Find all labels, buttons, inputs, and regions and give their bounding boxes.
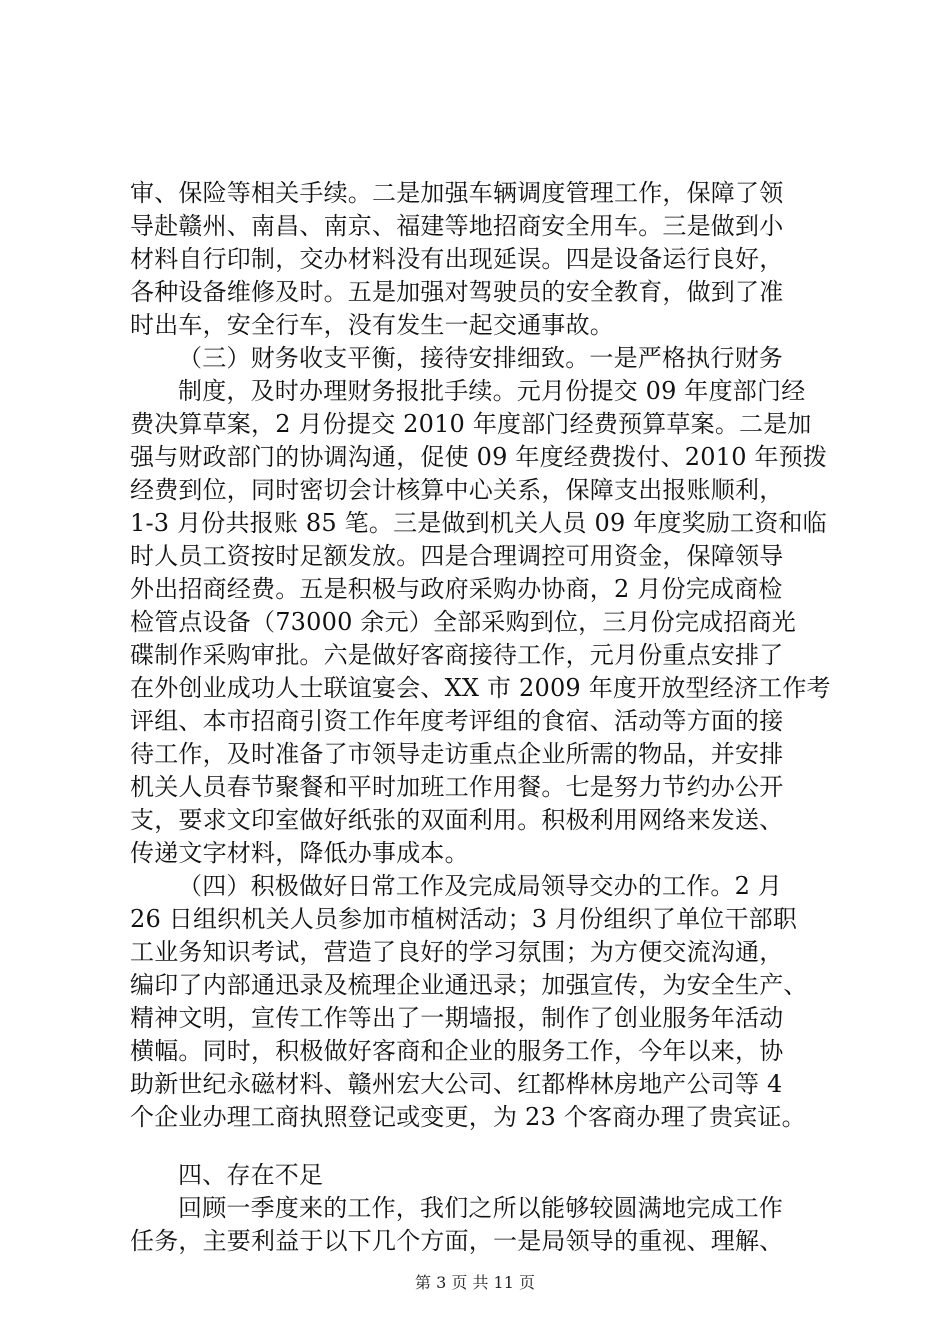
text-line: 26 日组织机关人员参加市植树活动；3 月份组织了单位干部职 <box>130 905 798 933</box>
text-line: 支，要求文印室做好纸张的双面利用。积极利用网络来发送、 <box>130 806 784 834</box>
text-line: 传递文字材料，降低办事成本。 <box>130 839 469 867</box>
text-line: 强与财政部门的协调沟通，促使 09 年度经费拨付、2010 年预拨 <box>130 443 828 471</box>
text-line: 横幅。同时，积极做好客商和企业的服务工作，今年以来，协 <box>130 1037 784 1065</box>
section-heading-3: （三）财务收支平衡，接待安排细致。一是严格执行财务 <box>178 344 783 372</box>
text-line: 评组、本市招商引资工作年度考评组的食宿、活动等方面的接 <box>130 707 784 735</box>
text-line: 精神文明，宣传工作等出了一期墙报，制作了创业服务年活动 <box>130 1004 784 1032</box>
text-line: 费决算草案，2 月份提交 2010 年度部门经费预算草案。二是加 <box>130 410 812 438</box>
text-line: 外出招商经费。五是积极与政府采购办协商，2 月份完成商检 <box>130 575 783 603</box>
section-heading-4: （四）积极做好日常工作及完成局领导交办的工作。2 月 <box>178 872 783 900</box>
text-line: 材料自行印制，交办材料没有出现延误。四是设备运行良好， <box>130 245 784 273</box>
text-line: 检管点设备（73000 余元）全部采购到位，三月份完成招商光 <box>130 608 796 636</box>
text-line: 导赴赣州、南昌、南京、福建等地招商安全用车。三是做到小 <box>130 212 784 240</box>
text-line: 待工作，及时准备了市领导走访重点企业所需的物品，并安排 <box>130 740 784 768</box>
text-line: 任务，主要利益于以下几个方面，一是局领导的重视、理解、 <box>130 1227 784 1255</box>
text-line: 制度，及时办理财务报批手续。元月份提交 09 年度部门经 <box>178 377 806 405</box>
text-line: 时出车，安全行车，没有发生一起交通事故。 <box>130 311 614 339</box>
text-line: 1-3 月份共报账 85 笔。三是做到机关人员 09 年度奖励工资和临 <box>130 509 827 537</box>
page-footer: 第 3 页 共 11 页 <box>415 1273 535 1292</box>
text-line: 工业务知识考试，营造了良好的学习氛围；为方便交流沟通， <box>130 938 784 966</box>
text-line: 个企业办理工商执照登记或变更，为 23 个客商办理了贵宾证。 <box>130 1103 806 1131</box>
section-title: 四、存在不足 <box>178 1161 324 1189</box>
text-line: 碟制作采购审批。六是做好客商接待工作，元月份重点安排了 <box>130 641 784 669</box>
text-line: 编印了内部通迅录及梳理企业通迅录；加强宣传，为安全生产、 <box>130 971 808 999</box>
text-line: 经费到位，同时密切会计核算中心关系，保障支出报账顺利， <box>130 476 784 504</box>
text-line: 机关人员春节聚餐和平时加班工作用餐。七是努力节约办公开 <box>130 773 784 801</box>
text-line: 回顾一季度来的工作，我们之所以能够较圆满地完成工作 <box>178 1194 783 1222</box>
text-line: 各种设备维修及时。五是加强对驾驶员的安全教育，做到了准 <box>130 278 784 306</box>
text-line: 在外创业成功人士联谊宴会、XX 市 2009 年度开放型经济工作考 <box>130 674 831 702</box>
text-line: 助新世纪永磁材料、赣州宏大公司、红都桦林房地产公司等 4 <box>130 1070 783 1098</box>
text-line: 审、保险等相关手续。二是加强车辆调度管理工作，保障了领 <box>130 179 784 207</box>
text-line: 时人员工资按时足额发放。四是合理调控可用资金，保障领导 <box>130 542 784 570</box>
